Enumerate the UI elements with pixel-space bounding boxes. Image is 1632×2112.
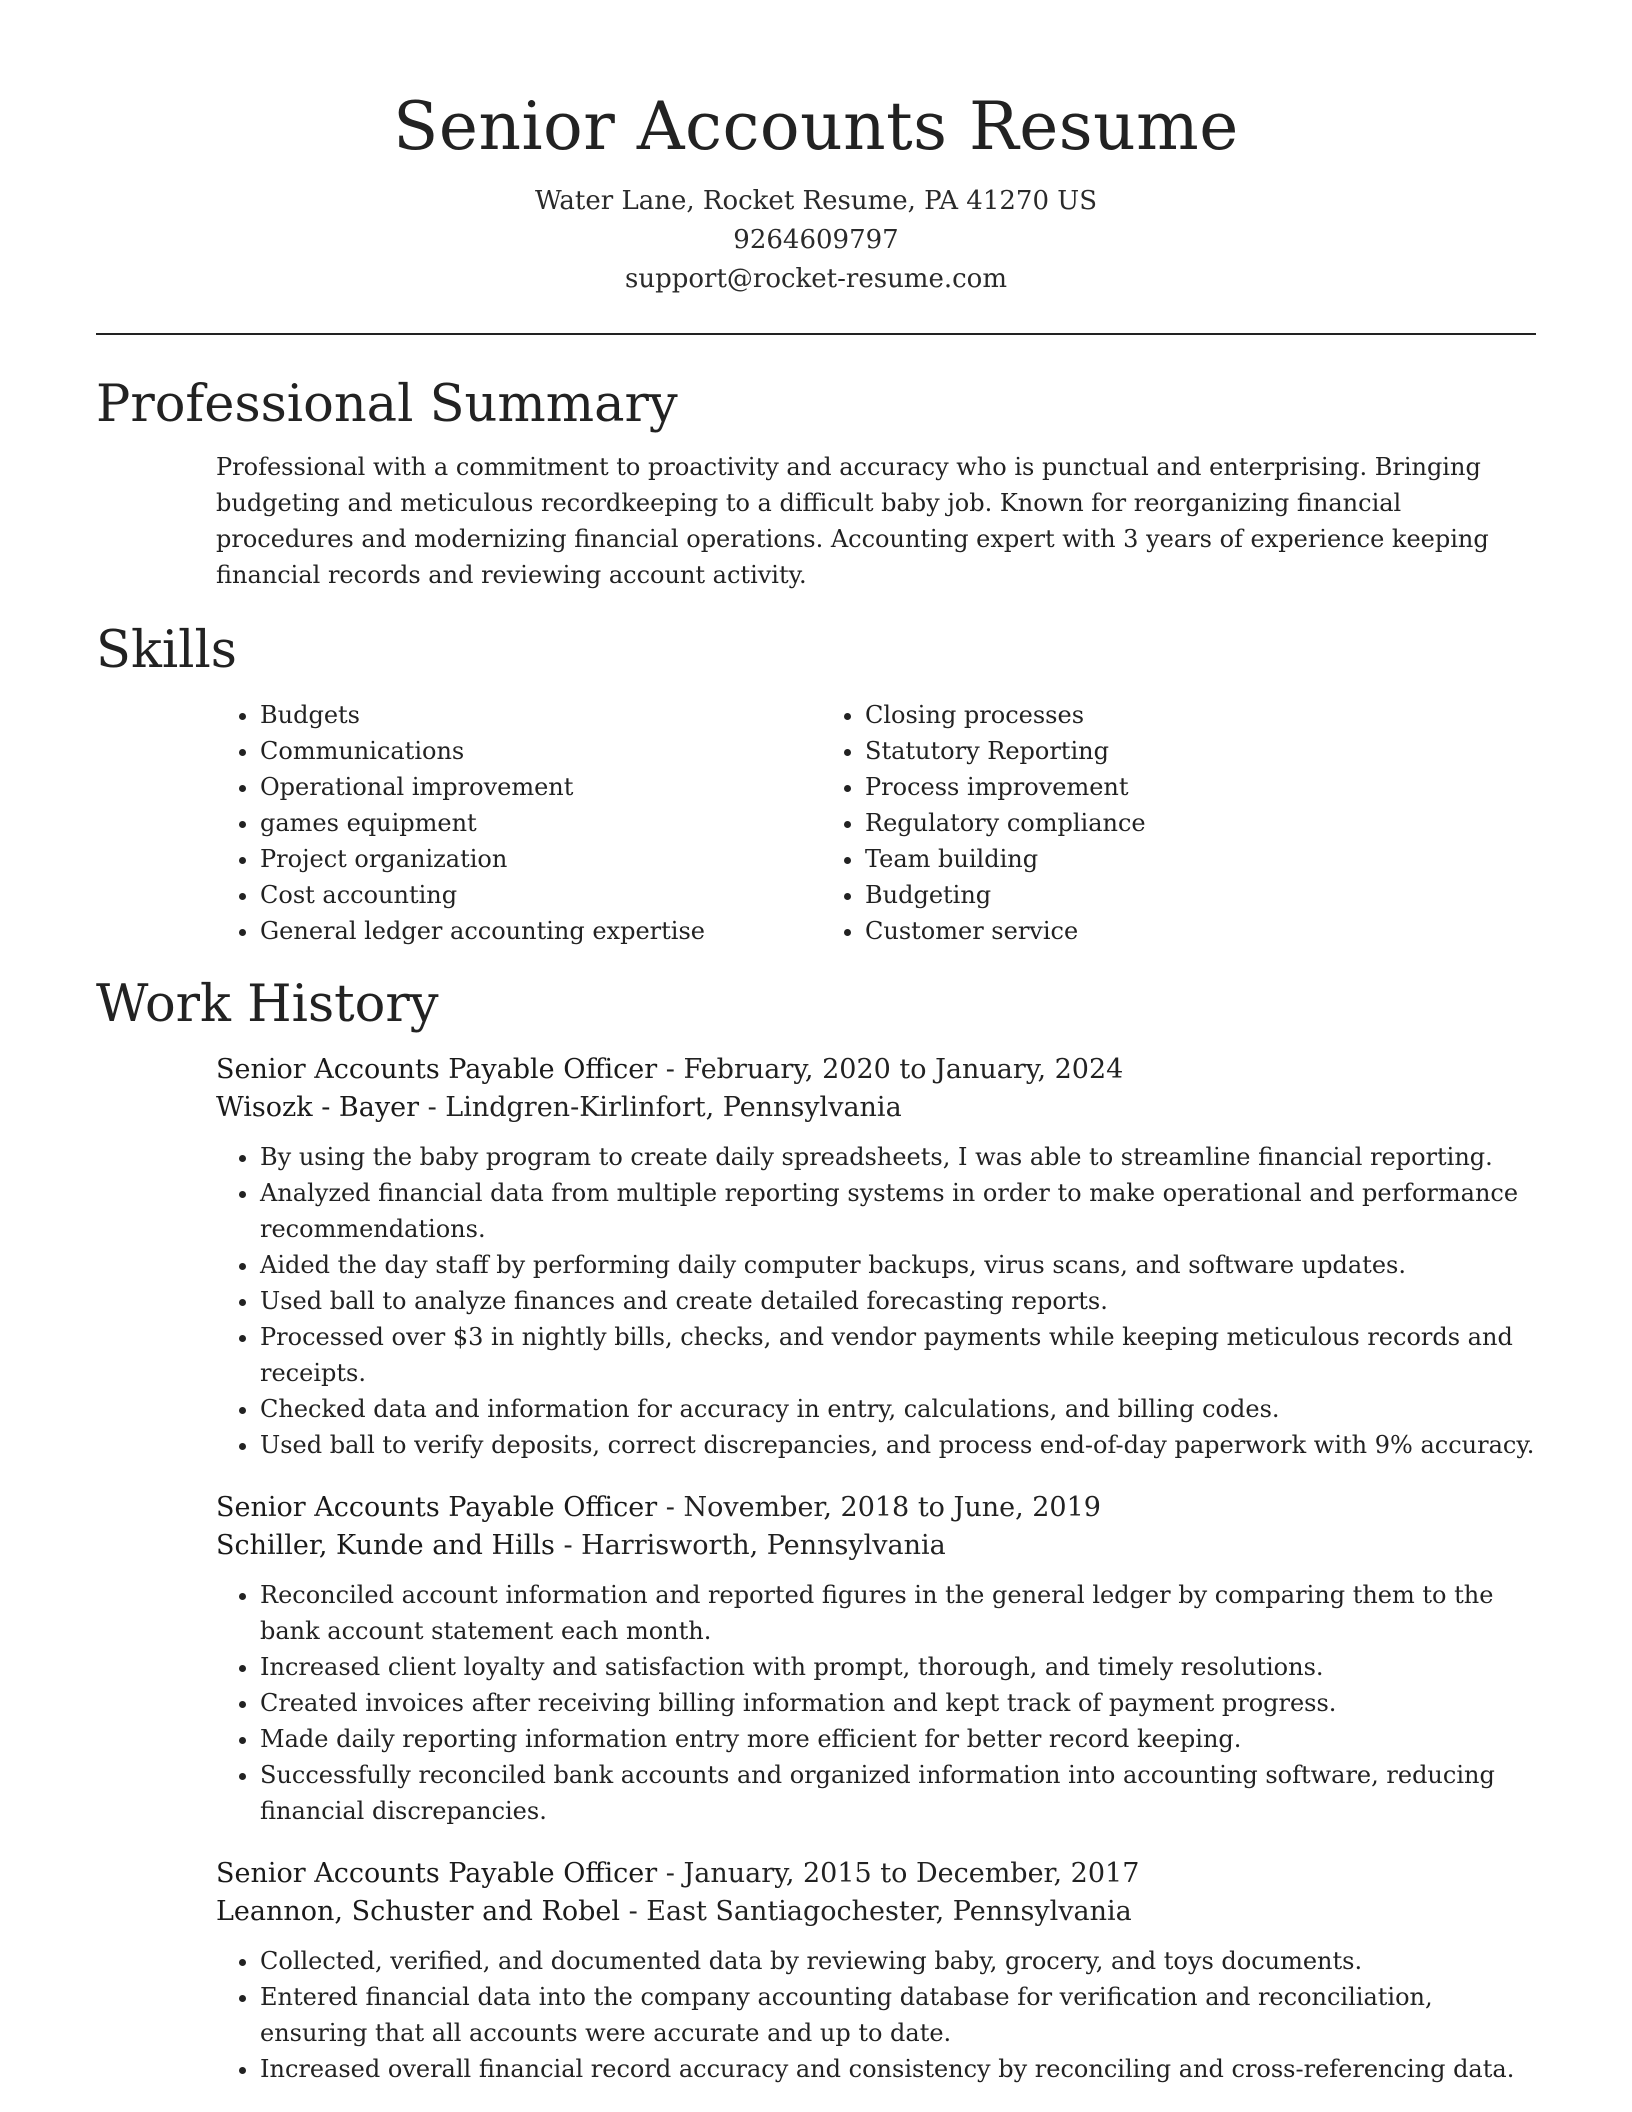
job-company-line xyxy=(216,1893,1536,1931)
job-bullet: • Used ball to verify deposits, correct discrepancies, and process end-of-day paperwork with 9% accuracy. xyxy=(260,1427,1536,1463)
summary-heading: Professional Summary xyxy=(96,375,678,434)
job-entry xyxy=(216,1855,1536,2087)
skill-item: • Process improvement xyxy=(865,769,1426,805)
job-role: Senior Accounts Payable Officer xyxy=(216,1054,658,1085)
job-bullet: • Collected, verified, and documented data by reviewing baby, grocery, and toys documents. xyxy=(260,1943,1536,1979)
skill-item: • Budgeting xyxy=(865,877,1426,913)
work-history-heading: Work History xyxy=(96,975,439,1034)
job-dates: - February, 2020 to January, 2024 xyxy=(657,1054,1124,1085)
skills-column-left xyxy=(216,697,821,949)
resume-title: Senior Accounts Resume xyxy=(393,88,1239,165)
job-company-line xyxy=(216,1527,1536,1565)
job-location: - Harrisworth, Pennsylvania xyxy=(554,1530,946,1561)
contact-email: support@rocket-resume.com xyxy=(624,264,1007,294)
job-role: Senior Accounts Payable Officer xyxy=(216,1858,658,1889)
skill-item: • Cost accounting xyxy=(260,877,821,913)
summary-text: Professional with a commitment to proactivity and accuracy who is punctual and enterprising. Bringing budgeting and meticulous recordkeeping to a difficult baby job. Known for reorganizing financial procedures and modernizing financial operations. Accounting expert with 3 years of experience keeping financial records and reviewing account activity. xyxy=(216,453,1489,589)
job-company: Schiller, Kunde and Hills xyxy=(216,1530,555,1561)
skill-item: • Project organization xyxy=(260,841,821,877)
job-bullet: • By using the baby program to create daily spreadsheets, I was able to streamline financial reporting. xyxy=(260,1139,1536,1175)
job-bullet: • Checked data and information for accuracy in entry, calculations, and billing codes. xyxy=(260,1391,1536,1427)
job-entry xyxy=(216,1051,1536,1463)
skill-item: • Regulatory compliance xyxy=(865,805,1426,841)
job-title-line xyxy=(216,1489,1536,1527)
job-dates: - January, 2015 to December, 2017 xyxy=(657,1858,1140,1889)
job-company: Leannon, Schuster and Robel xyxy=(216,1896,620,1927)
job-location: - Lindgren-Kirlinfort, Pennsylvania xyxy=(418,1092,902,1123)
skill-item: • Statutory Reporting xyxy=(865,733,1426,769)
job-bullets xyxy=(216,1139,1536,1463)
job-title-line xyxy=(216,1051,1536,1089)
skill-item: • Communications xyxy=(260,733,821,769)
contact-block xyxy=(96,182,1536,299)
skill-item: • games equipment xyxy=(260,805,821,841)
job-bullet: • Used ball to analyze finances and create detailed forecasting reports. xyxy=(260,1283,1536,1319)
skills-heading: Skills xyxy=(96,621,237,680)
job-bullet: • Created invoices after receiving billing information and kept track of payment progress. xyxy=(260,1685,1536,1721)
job-bullet: • Processed over $3 in nightly bills, checks, and vendor payments while keeping meticulous records and receipts. xyxy=(260,1319,1536,1391)
job-bullet: • Successfully reconciled bank accounts and organized information into accounting software, reducing financial discrepancies. xyxy=(260,1757,1536,1829)
job-company-line xyxy=(216,1089,1536,1127)
job-role: Senior Accounts Payable Officer xyxy=(216,1492,658,1523)
job-company: Wisozk - Bayer xyxy=(216,1092,419,1123)
job-bullet: • Reconciled account information and reported figures in the general ledger by comparing them to the bank account statement each month. xyxy=(260,1577,1536,1649)
job-bullet: • Entered financial data into the company accounting database for verification and reconciliation, ensuring that all accounts were accurate and up to date. xyxy=(260,1979,1536,2051)
header-divider xyxy=(96,333,1536,335)
skills-grid xyxy=(216,697,1536,949)
skill-item: • Budgets xyxy=(260,697,821,733)
job-bullet: • Made daily reporting information entry more efficient for better record keeping. xyxy=(260,1721,1536,1757)
contact-address: Water Lane, Rocket Resume, PA 41270 US xyxy=(534,186,1098,216)
job-bullets xyxy=(216,1943,1536,2087)
skill-item: • Operational improvement xyxy=(260,769,821,805)
job-bullet: • Increased client loyalty and satisfaction with prompt, thorough, and timely resolutions. xyxy=(260,1649,1536,1685)
job-title-line xyxy=(216,1855,1536,1893)
job-bullet: • Aided the day staff by performing daily computer backups, virus scans, and software updates. xyxy=(260,1247,1536,1283)
skill-item: • Customer service xyxy=(865,913,1426,949)
job-bullet: • Analyzed financial data from multiple reporting systems in order to make operational and performance recommendations. xyxy=(260,1175,1536,1247)
skills-column-right xyxy=(821,697,1426,949)
job-entry xyxy=(216,1489,1536,1829)
resume-header xyxy=(96,0,1536,299)
skill-item: • General ledger accounting expertise xyxy=(260,913,821,949)
job-bullet: • Increased overall financial record accuracy and consistency by reconciling and cross-referencing data. xyxy=(260,2051,1536,2087)
contact-phone: 9264609797 xyxy=(733,225,899,255)
skill-item: • Closing processes xyxy=(865,697,1426,733)
job-dates: - November, 2018 to June, 2019 xyxy=(657,1492,1101,1523)
skill-item: • Team building xyxy=(865,841,1426,877)
job-location: - East Santiagochester, Pennsylvania xyxy=(620,1896,1132,1927)
job-bullets xyxy=(216,1577,1536,1829)
